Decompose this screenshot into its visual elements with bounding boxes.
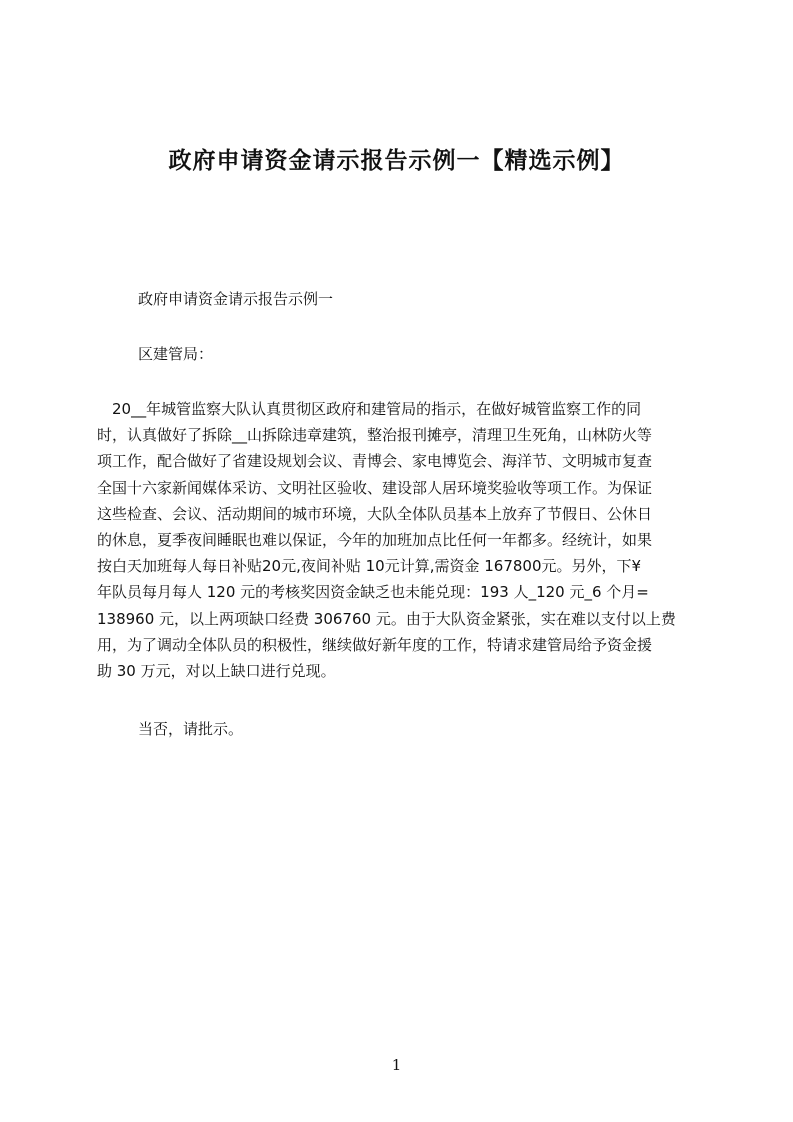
addressee: 区建管局： — [138, 345, 214, 363]
body-paragraph: 20__年城管监察大队认真贯彻区政府和建管局的指示，在做好城管监察工作的同 时，认真做好了拆除__山拆除违章建筑，整治报刊摊亭，清理卫生死角，山林防火等 项工作，配合做好了省建设规划会议、青博会、家电博览会、海洋节、文明城市复查 全国十六家新闻媒体采访、文明社区验收、建设部人居环境奖验收等项工作。为保证 这些检查、会议、活动期间的城市环境，大队全体队员基本上放弃了节假日、公休日 的休息，夏季夜间睡眠也难以保证，今年的加班加点比任何一年都多。经统计，如果 按白天加班每人每日补贴20元,夜间补贴 10元计算,需资金 167800元。另外，下¥ 年队员每月每人 120 元的考核奖因资金缺乏也未能兑现：193 人_120 元_6 个月= 138960 元，以上两项缺口经费 306760 元。由于大队资金紧张，实在难以支付以上费 用，为了调动全体队员的积极性，继续做好新年度的工作，特请求建管局给予资金援 助 30 万元，对以上缺口进行兑现。 — [97, 400, 676, 681]
closing-line: 当否，请批示。 — [138, 720, 244, 738]
page-number: 1 — [391, 1056, 402, 1074]
report-subtitle: 政府申请资金请示报告示例一 — [138, 290, 334, 308]
document-title: 政府申请资金请示报告示例一【精选示例】 — [168, 148, 625, 174]
